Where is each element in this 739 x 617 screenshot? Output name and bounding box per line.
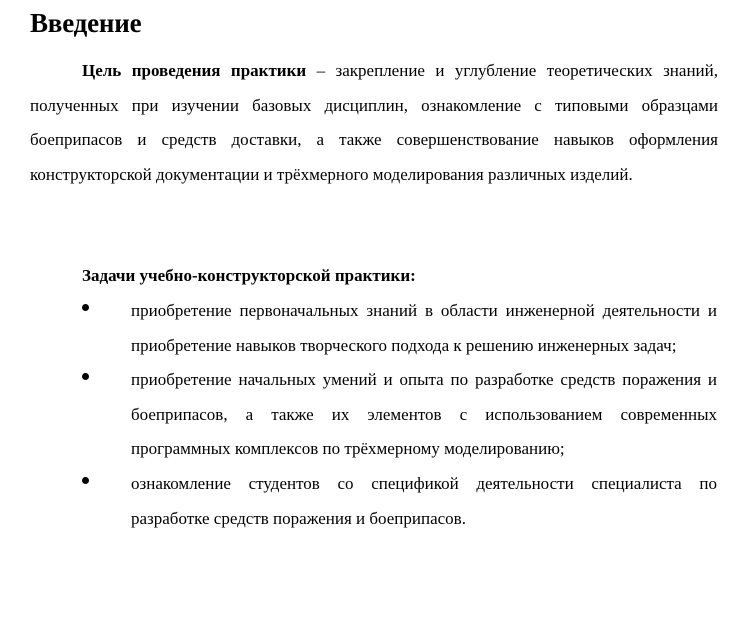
list-item (0, 363, 739, 467)
list-item-text: приобретение начальных умений и опыта по разработке средств поражения и боеприпасов, а также их элементов с использованием современных программных комплексов по трёхмерному моделированию; (131, 370, 717, 459)
bullet-icon (82, 477, 89, 484)
intro-body: – закрепление и углубление теоретических знаний, полученных при изучении базовых дисциплин, ознакомление с типовыми образцами боеприпасов и средств доставки, а также совершенствование навыков оформления конструкторской документации и трёхмерного моделирования различных изделий. (30, 61, 718, 184)
bullet-icon (82, 373, 89, 380)
tasks-title: Задачи учебно-конструкторской практики: (82, 266, 416, 285)
tasks-list (0, 294, 739, 536)
list-item (0, 467, 739, 536)
intro-paragraph (30, 54, 718, 192)
list-item-text: ознакомление студентов со спецификой деятельности специалиста по разработке средств поражения и боеприпасов. (131, 473, 717, 528)
section-heading: Введение (30, 8, 142, 38)
bullet-icon (82, 304, 89, 311)
list-item (0, 294, 739, 363)
list-item-text: приобретение первоначальных знаний в области инженерной деятельности и приобретение навыков творческого подхода к решению инженерных задач; (131, 301, 717, 355)
intro-lead-bold: Цель проведения практики (82, 61, 307, 80)
